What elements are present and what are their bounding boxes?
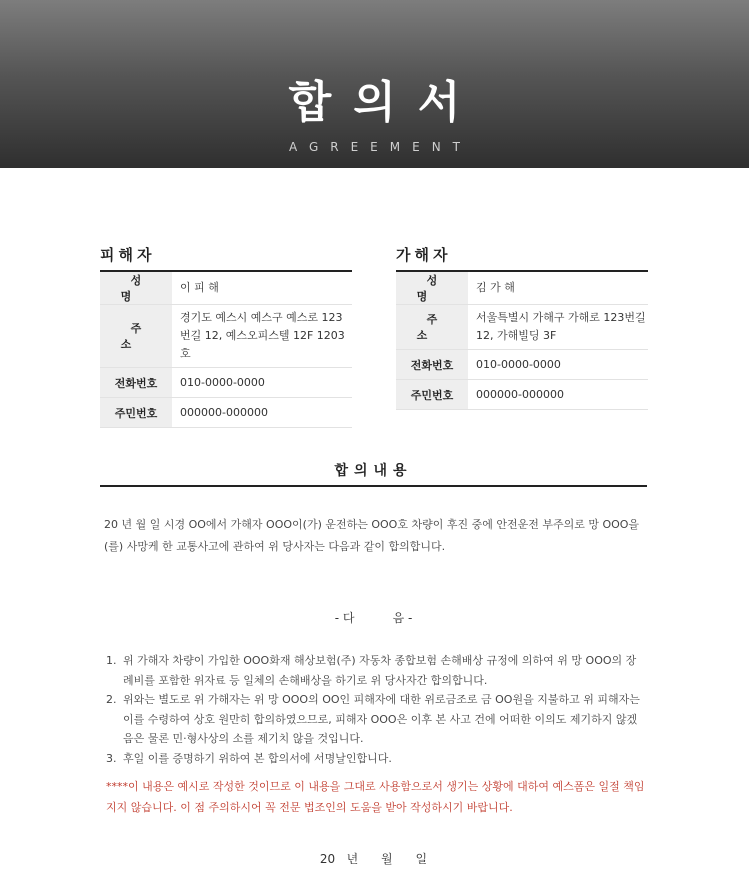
table-row	[396, 350, 648, 380]
list-item	[106, 690, 646, 749]
phone-label: 전화번호	[100, 368, 172, 398]
id-number-label: 주민번호	[100, 398, 172, 428]
document-title: 합의서	[288, 77, 483, 128]
section-divider	[100, 485, 647, 487]
table-row	[396, 305, 648, 350]
victim-phone: 010-0000-0000	[172, 368, 352, 398]
id-number-label: 주민번호	[396, 380, 468, 410]
term-number: 2.	[106, 693, 117, 706]
agreement-section-title: 합의내용	[334, 463, 413, 479]
agreement-terms	[106, 651, 646, 768]
offender-name: 김 가 해	[468, 271, 648, 305]
name-label: 성명	[396, 271, 468, 305]
term-number: 1.	[106, 654, 117, 667]
address-label: 주소	[396, 305, 468, 350]
table-row	[100, 271, 352, 305]
term-text: 후일 이를 증명하기 위하여 본 합의서에 서명날인합니다.	[123, 751, 392, 765]
table-row	[100, 398, 352, 428]
victim-title: 피해자	[100, 246, 156, 264]
victim-section	[100, 244, 352, 428]
victim-address: 경기도 예스시 예스구 예스로 123번길 12, 예스오피스텔 12F 1203호	[172, 305, 352, 368]
following-heading: - 다 음 -	[334, 611, 413, 625]
offender-id-number: 000000-000000	[468, 380, 648, 410]
term-text: 위와는 별도로 위 가해자는 위 망 OOO의 OO인 피해자에 대한 위로금조로 금 OO원을 지불하고 위 피해자는 이를 수령하여 상호 원만히 합의하였으므로, 피해자 OOO은 이후 본 사고 건에 어떠한 이의도 제기하지 않겠음은 물론 민·형사상의 소를 제기치 않을 것입니다.	[123, 693, 640, 745]
table-row	[100, 368, 352, 398]
term-text: 위 가해자 차량이 가입한 OOO화재 해상보험(주) 자동차 종합보험 손해배상 규정에 의하여 위 망 OOO의 장례비를 포함한 위자료 등 일체의 손해배상을 하기로 위 당사자간 합의합니다.	[123, 654, 637, 687]
table-row	[396, 380, 648, 410]
agreement-intro: 20 년 월 일 시경 OO에서 가해자 OOO이(가) 운전하는 OOO호 차량이 후진 중에 안전운전 부주의로 망 OOO을(를) 사망케 한 교통사고에 관하여 위 당사자는 다음과 같이 합의합니다.	[104, 518, 640, 553]
document-subtitle: AGREEMENT	[288, 140, 473, 154]
name-label: 성명	[100, 271, 172, 305]
victim-name: 이 피 해	[172, 271, 352, 305]
victim-table	[100, 270, 352, 428]
address-label: 주소	[100, 305, 172, 368]
list-item	[106, 651, 646, 690]
offender-phone: 010-0000-0000	[468, 350, 648, 380]
phone-label: 전화번호	[396, 350, 468, 380]
signature-date: 20 년 월 일	[319, 852, 428, 866]
term-number: 3.	[106, 751, 117, 765]
disclaimer-note: ****이 내용은 예시로 작성한 것이므로 이 내용을 그대로 사용함으로서 생기는 상황에 대하여 예스폼은 일절 책임 지지 않습니다. 이 점 주의하시어 꼭 전문 법조인의 도움을 받아 작성하시기 바랍니다.	[106, 780, 645, 814]
table-row	[396, 271, 648, 305]
document-header	[0, 0, 749, 168]
offender-table	[396, 270, 648, 410]
list-item	[106, 749, 646, 769]
victim-id-number: 000000-000000	[172, 398, 352, 428]
table-row	[100, 305, 352, 368]
offender-title: 가해자	[396, 246, 452, 264]
offender-section	[396, 244, 648, 410]
offender-address: 서울특별시 가해구 가해로 123번길 12, 가해빌딩 3F	[468, 305, 648, 350]
